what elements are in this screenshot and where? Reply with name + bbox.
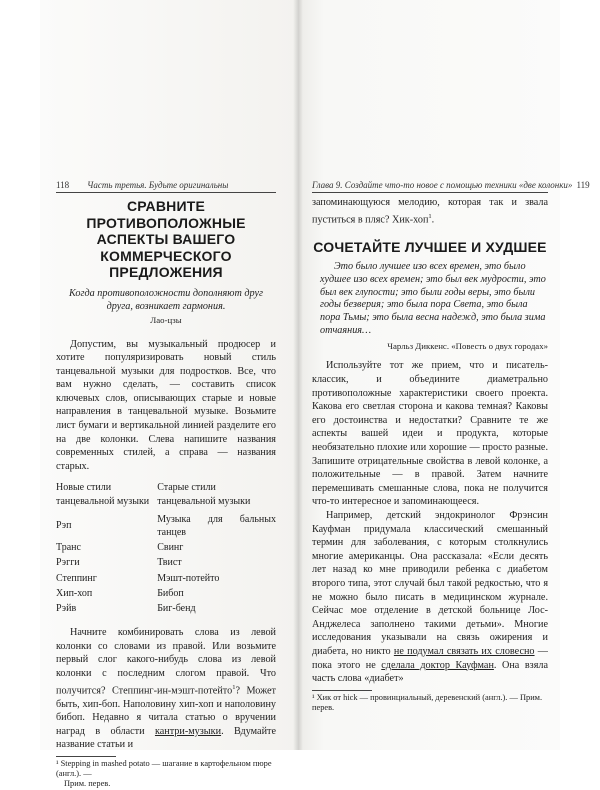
right-epigraph-author: Чарльз Диккенс. «Повесть о двух городах» (387, 340, 548, 351)
table-row (56, 571, 276, 586)
table-cell: Мэшт-потейто (157, 572, 220, 584)
left-paragraph-2 (56, 626, 276, 752)
table-cell: Рэгги (56, 557, 80, 569)
right-p2-text-a: Например, детский эндокринолог Фрэнсин Кауфман придумала классический смешанный термин для заболевания, с которым столкнулись многие американцы. Она рассказала: «Если десять лет назад ко мне приводили ребенка с диабетом второго типа, этот случай был такой редкостью, что я не можно было писать в медицинском журнале. Сейчас мое отделение в детской больнице Лос-Анджелеса заполнено такими детьми». Многие исследования указывали на связь ожирения и диабета, но никто (312, 509, 548, 657)
table-row (56, 540, 276, 555)
table-row (56, 512, 276, 540)
footnote-marker[interactable]: 1 (232, 683, 236, 691)
left-p2-underlined: кантри-музыки (154, 725, 222, 737)
right-paragraph-1: Используйте тот же прием, что и писатель-классик, и объедините диаметрально противоположные характеристики своего проекта. Какова его светлая сторона и какова темная? Каковы его достоинства и недостатки? Сравните те же аспекты вашей идеи и продукта, которые необязательно плохие или хорошие — просто разные. Запишите отрицательные свойства в левой колонке, а положительные — в правой. Затем начните перемешивать смешанные слова, пока не получится что-то интересное и запоминающееся. (312, 360, 548, 508)
left-running-head (56, 180, 276, 193)
right-section-heading: СОЧЕТАЙТЕ ЛУЧШЕЕ И ХУДШЕЕ (313, 238, 547, 255)
right-p2-text-c: . Она взяла часть слова «диабет» (312, 659, 548, 685)
right-footnote: ¹ Хик от hick — провинциальный, деревенский (англ.). — Прим. перев. (312, 692, 543, 712)
table-header-old: Старые стили танцевальной музыки (157, 482, 251, 507)
right-page-number: 119 (576, 180, 590, 190)
table-header-row (56, 481, 276, 511)
right-epigraph: Это было лучшее изо всех времен, это было худшее изо всех времен; это был век мудрости, это был век глупости; это были годы веры, это были годы безверия; это была пора Света, это была пора Тьмы; это была весна надежд, это была зима отчаяния… (320, 261, 546, 337)
right-p2-underlined-2: сделала доктор Кауфман (381, 659, 494, 671)
left-p2-text-b: ? Может быть, хип-боп. Наполовину хип-хоп и наполовину бибоп. Недавно я читала статью о вручении наград в области (56, 685, 276, 737)
left-text-column (56, 196, 276, 790)
left-p2-text-c: . Вдумайте название статьи и (56, 725, 276, 751)
right-cont-b: . (431, 213, 435, 225)
table-cell: Бибоп (157, 587, 184, 599)
table-row (56, 555, 276, 570)
right-cont-a: запоминающуюся мелодию, которая так и звала пуститься в пляс? Хик-хоп (312, 197, 548, 225)
footnote-marker[interactable]: 1 (428, 212, 432, 220)
left-epigraph: Когда противоположности дополняют друг друга, возникает гармония. (69, 287, 263, 312)
table-cell: Рэп (56, 520, 72, 532)
left-running-head-text: Часть третья. Будьте оригинальны (87, 180, 229, 190)
table-cell: Биг-бенд (157, 603, 196, 615)
table-cell: Степпинг (56, 572, 97, 584)
table-cell: Транс (56, 542, 81, 554)
left-page-number: 118 (56, 180, 70, 190)
table-cell: Музыка для бальных танцев (157, 513, 276, 539)
right-p2-underlined-1: не подумал связать их словесно (393, 645, 535, 657)
left-paragraph-1: Допустим, вы музыкальный продюсер и хотите популяризировать новый стиль танцевальной музыки для подростков. Все, что вам нужно сделать, — составить список ключевых слов, описывающих старые и новые направления в танцевальной музыке. Возьмите лист бумаги и вертикальной линией разделите его на две колонки. Слева напишите названия современных стилей, а справа — названия старых. (56, 338, 276, 472)
right-running-head-text: Глава 9. Создайте что-то новое с помощью техники «две колонки» (312, 180, 573, 190)
right-text-column (312, 196, 548, 713)
footnote-rule (312, 690, 372, 691)
left-footnote-cont: Прим. перев. (64, 779, 111, 789)
left-section-heading: СРАВНИТЕ ПРОТИВОПОЛОЖНЫЕ АСПЕКТЫ ВАШЕГО КОММЕРЧЕСКОГО ПРЕДЛОЖЕНИЯ (86, 198, 246, 280)
table-row (56, 601, 276, 616)
table-cell: Хип-хоп (56, 587, 93, 599)
right-running-head (312, 180, 590, 193)
footnote-rule (56, 756, 116, 757)
table-cell: Твист (157, 557, 182, 569)
table-row (56, 586, 276, 601)
left-p2-text-a: Начните комбинировать слова из левой колонки со словами из правой. Или возьмите первый слог какого-нибудь слова из левой колонки с последним слогом правой. Что получится? Степпинг-ин-мэшт-потейто (56, 627, 276, 697)
table-header-new: Новые стили танцевальной музыки (56, 482, 150, 507)
music-styles-table (56, 481, 276, 616)
right-p2-text-b: — пока этого не (312, 645, 548, 671)
book-gutter (293, 0, 303, 750)
right-paragraph-2 (312, 509, 548, 686)
table-cell: Свинг (157, 542, 184, 554)
left-footnote: ¹ Stepping in mashed potato — шагание в картофельном пюре (англ.). — (56, 759, 272, 779)
table-cell: Рэйв (56, 603, 77, 615)
left-epigraph-author: Лао-цзы (150, 314, 182, 325)
right-continuation (312, 196, 548, 227)
